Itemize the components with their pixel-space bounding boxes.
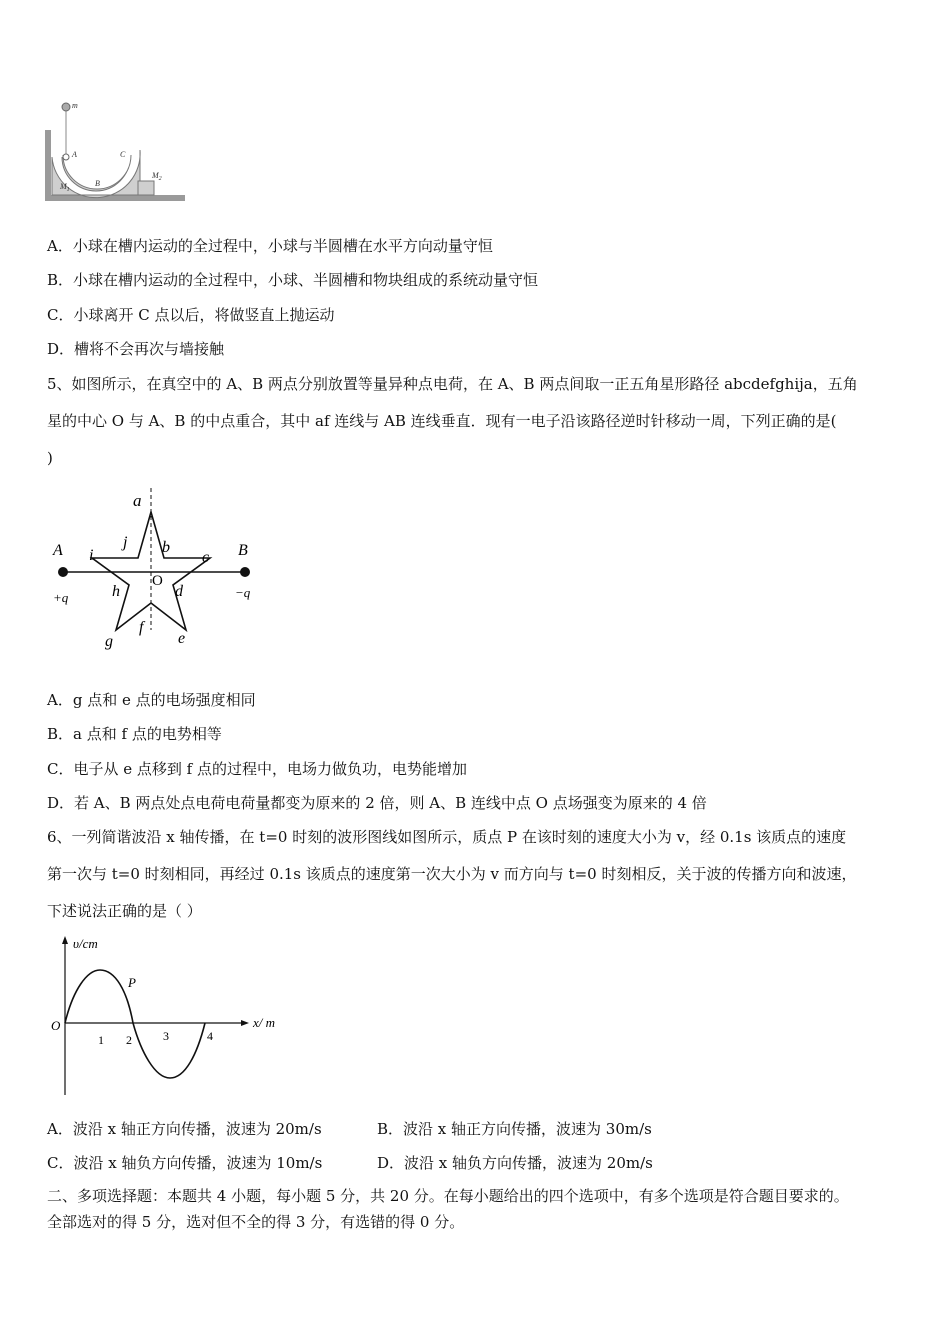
q6-option-b: B．波沿 x 轴正方向传播，波速为 30m/s	[377, 1120, 652, 1138]
q6-stem-line3: 下述说法正确的是（ ）	[47, 902, 202, 920]
q5-option-c: C．电子从 e 点移到 f 点的过程中，电场力做负功，电势能增加	[47, 760, 467, 778]
charge-A	[58, 567, 68, 577]
section2-heading-line1: 二、多项选择题：本题共 4 小题，每小题 5 分，共 20 分。在每小题给出的四个选项中，有多个选项是符合题目要求的。	[47, 1187, 849, 1205]
tick-1: 1	[98, 1033, 104, 1047]
point-a-marker	[63, 154, 69, 160]
q5-stem-line2: 星的中心 O 与 A、B 的中点重合，其中 af 连线与 AB 连线垂直．现有一电子沿该路径逆时针移动一周，下列正确的是(	[47, 412, 837, 430]
charge-B	[240, 567, 250, 577]
q6-wave-figure	[45, 930, 290, 1100]
label-A: A	[53, 542, 63, 559]
star-path	[92, 512, 210, 630]
label-m: m	[72, 101, 78, 110]
q6-option-a: A．波沿 x 轴正方向传播，波速为 20m/s	[47, 1120, 322, 1138]
label-i: i	[89, 547, 94, 564]
label-j: j	[123, 534, 128, 551]
label-h: h	[112, 583, 120, 600]
label-B: B	[95, 179, 100, 188]
q6-stem-line1: 6、一列简谐波沿 x 轴传播，在 t=0 时刻的波形图线如图所示，质点 P 在该时刻的速度大小为 v，经 0.1s 该质点的速度	[47, 828, 847, 846]
point-P-label: P	[128, 975, 136, 990]
wall	[45, 130, 51, 200]
label-g: g	[105, 633, 113, 650]
ball-m	[62, 103, 70, 111]
label-b: b	[162, 539, 170, 556]
label-a: a	[133, 491, 142, 510]
label-minus-q: −q	[235, 585, 251, 600]
section2-heading-line2: 全部选对的得 5 分，选对但不全的得 3 分，有选错的得 0 分。	[47, 1213, 465, 1231]
ground	[45, 195, 185, 201]
q5-stem-line3: )	[47, 449, 53, 467]
q5-option-a: A．g 点和 e 点的电场强度相同	[47, 691, 256, 709]
q6-stem-line2: 第一次与 t=0 时刻相同，再经过 0.1s 该质点的速度第一次大小为 v 而方向与 t=0 时刻相反，关于波的传播方向和波速，	[47, 865, 857, 883]
label-plus-q: +q	[53, 590, 69, 605]
q6-option-c: C．波沿 x 轴负方向传播，波速为 10m/s	[47, 1154, 323, 1172]
label-d: d	[175, 583, 183, 600]
q4-option-a: A．小球在槽内运动的全过程中，小球与半圆槽在水平方向动量守恒	[47, 237, 493, 255]
q5-star-figure	[45, 480, 275, 660]
block-m2	[138, 181, 154, 195]
tick-4: 4	[207, 1029, 213, 1043]
q4-option-d: D．槽将不会再次与墙接触	[47, 340, 225, 358]
label-c: c	[202, 549, 210, 566]
label-C: C	[120, 150, 126, 159]
label-M1: $M_1$	[60, 182, 70, 193]
y-axis-arrow	[62, 936, 68, 944]
q4-option-c: C．小球离开 C 点以后，将做竖直上抛运动	[47, 306, 335, 324]
q5-stem-line1: 5、如图所示，在真空中的 A、B 两点分别放置等量异种点电荷，在 A、B 两点间取一正五角星形路径 abcdefghija，五角	[47, 375, 858, 393]
origin-label: O	[51, 1018, 61, 1033]
x-axis-arrow	[241, 1020, 249, 1026]
tick-2: 2	[126, 1033, 132, 1047]
q5-option-b: B．a 点和 f 点的电势相等	[47, 725, 222, 743]
label-O: O	[152, 573, 163, 589]
q4-option-b: B．小球在槽内运动的全过程中，小球、半圆槽和物块组成的系统动量守恒	[47, 271, 539, 289]
tick-3: 3	[163, 1029, 169, 1043]
label-M2: $M_2$	[152, 171, 162, 182]
y-label: υ/cm	[73, 936, 98, 951]
q4-trough-figure	[40, 95, 190, 210]
q6-option-d: D．波沿 x 轴负方向传播，波速为 20m/s	[377, 1154, 653, 1172]
label-e: e	[178, 630, 186, 647]
q5-option-d: D．若 A、B 两点处点电荷电荷量都变为原来的 2 倍，则 A、B 连线中点 O 点场强变为原来的 4 倍	[47, 794, 707, 812]
label-B: B	[238, 542, 248, 559]
label-f: f	[139, 619, 144, 636]
x-label: x/ m	[253, 1015, 276, 1030]
label-A: A	[72, 150, 77, 159]
